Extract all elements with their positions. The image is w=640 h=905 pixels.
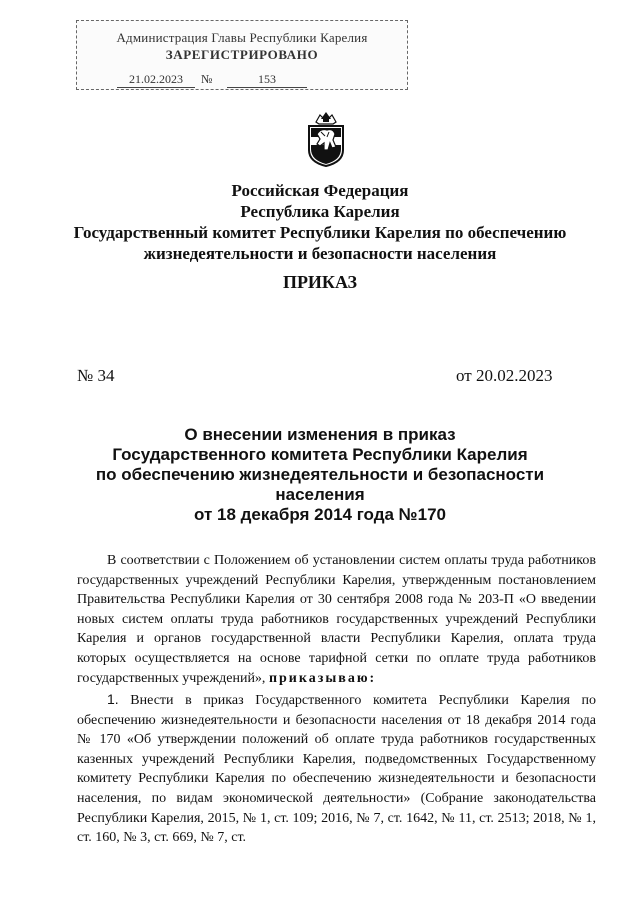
header-committee-line2: жизнедеятельности и безопасности населения [143,244,497,263]
clause-1-number: 1. [107,691,119,707]
registration-stamp [76,20,408,90]
document-number: № 34 [77,366,115,385]
stamp-authority: Администрация Главы Республики Карелия [116,30,368,45]
title-line-2: Государственного комитета Республики Карелия [112,445,528,464]
header-country: Российская Федерация [231,181,409,200]
title-line-3: по обеспечению жизнедеятельности и безопасности [95,465,545,484]
stamp-status: ЗАРЕГИСТРИРОВАНО [165,47,319,62]
document-title [90,425,550,525]
preamble-paragraph [77,551,596,688]
title-line-5: от 18 декабря 2014 года №170 [194,505,446,524]
order-verb: приказываю: [268,670,377,686]
header-committee-line1: Государственный комитет Республики Карелия по обеспечению [73,223,567,242]
stamp-number: 153 [227,72,307,88]
stamp-date: 21.02.2023 [117,72,195,88]
title-line-1: О внесении изменения в приказ [184,425,456,444]
document-type: ПРИКАЗ [282,272,358,292]
stamp-number-sign: № [201,72,213,86]
clause-1-text: Внести в приказ Государственного комитета Республики Карелия по обеспечению жизнедеятельности и безопасности населения от 18 декабря 2014 года № 170 «Об утверждении положений об оплате труда работников государственных казенных учреждений Республики Карелия, подведомственных Государственному комитету Республики Карелия по обеспечению жизнедеятельности и безопасности населения, по видам экономической деятельности» (Собрание законодательства Республики Карелия, 2015, № 1, ст. 109; 2016, № 7, ст. 1642, № 11, ст. 2513; 2018, № 1, ст. 160, № 3, ст. 669, № 7, ст. [77,693,597,846]
title-line-4: населения [275,485,365,504]
preamble-text: В соответствии с Положением об установлении систем оплаты труда работников государственных учреждений Республики Карелия, утвержденным постановлением Правительства Республики Карелия от 30 сентября 2008 года № 203-П «О введении новых систем оплаты труда работников государственных учреждений Республики Карелия и органов государственной власти Республики Карелия, оплата труда которых осуществляется на основе тарифной сетки по оплате труда работников государственных учреждений», [77,553,596,686]
issuing-authority-header [0,180,640,264]
clause-1-paragraph [77,690,596,848]
document-date: от 20.02.2023 [456,366,553,385]
karelia-coat-of-arms-icon [305,110,347,168]
header-republic: Республика Карелия [240,202,400,221]
